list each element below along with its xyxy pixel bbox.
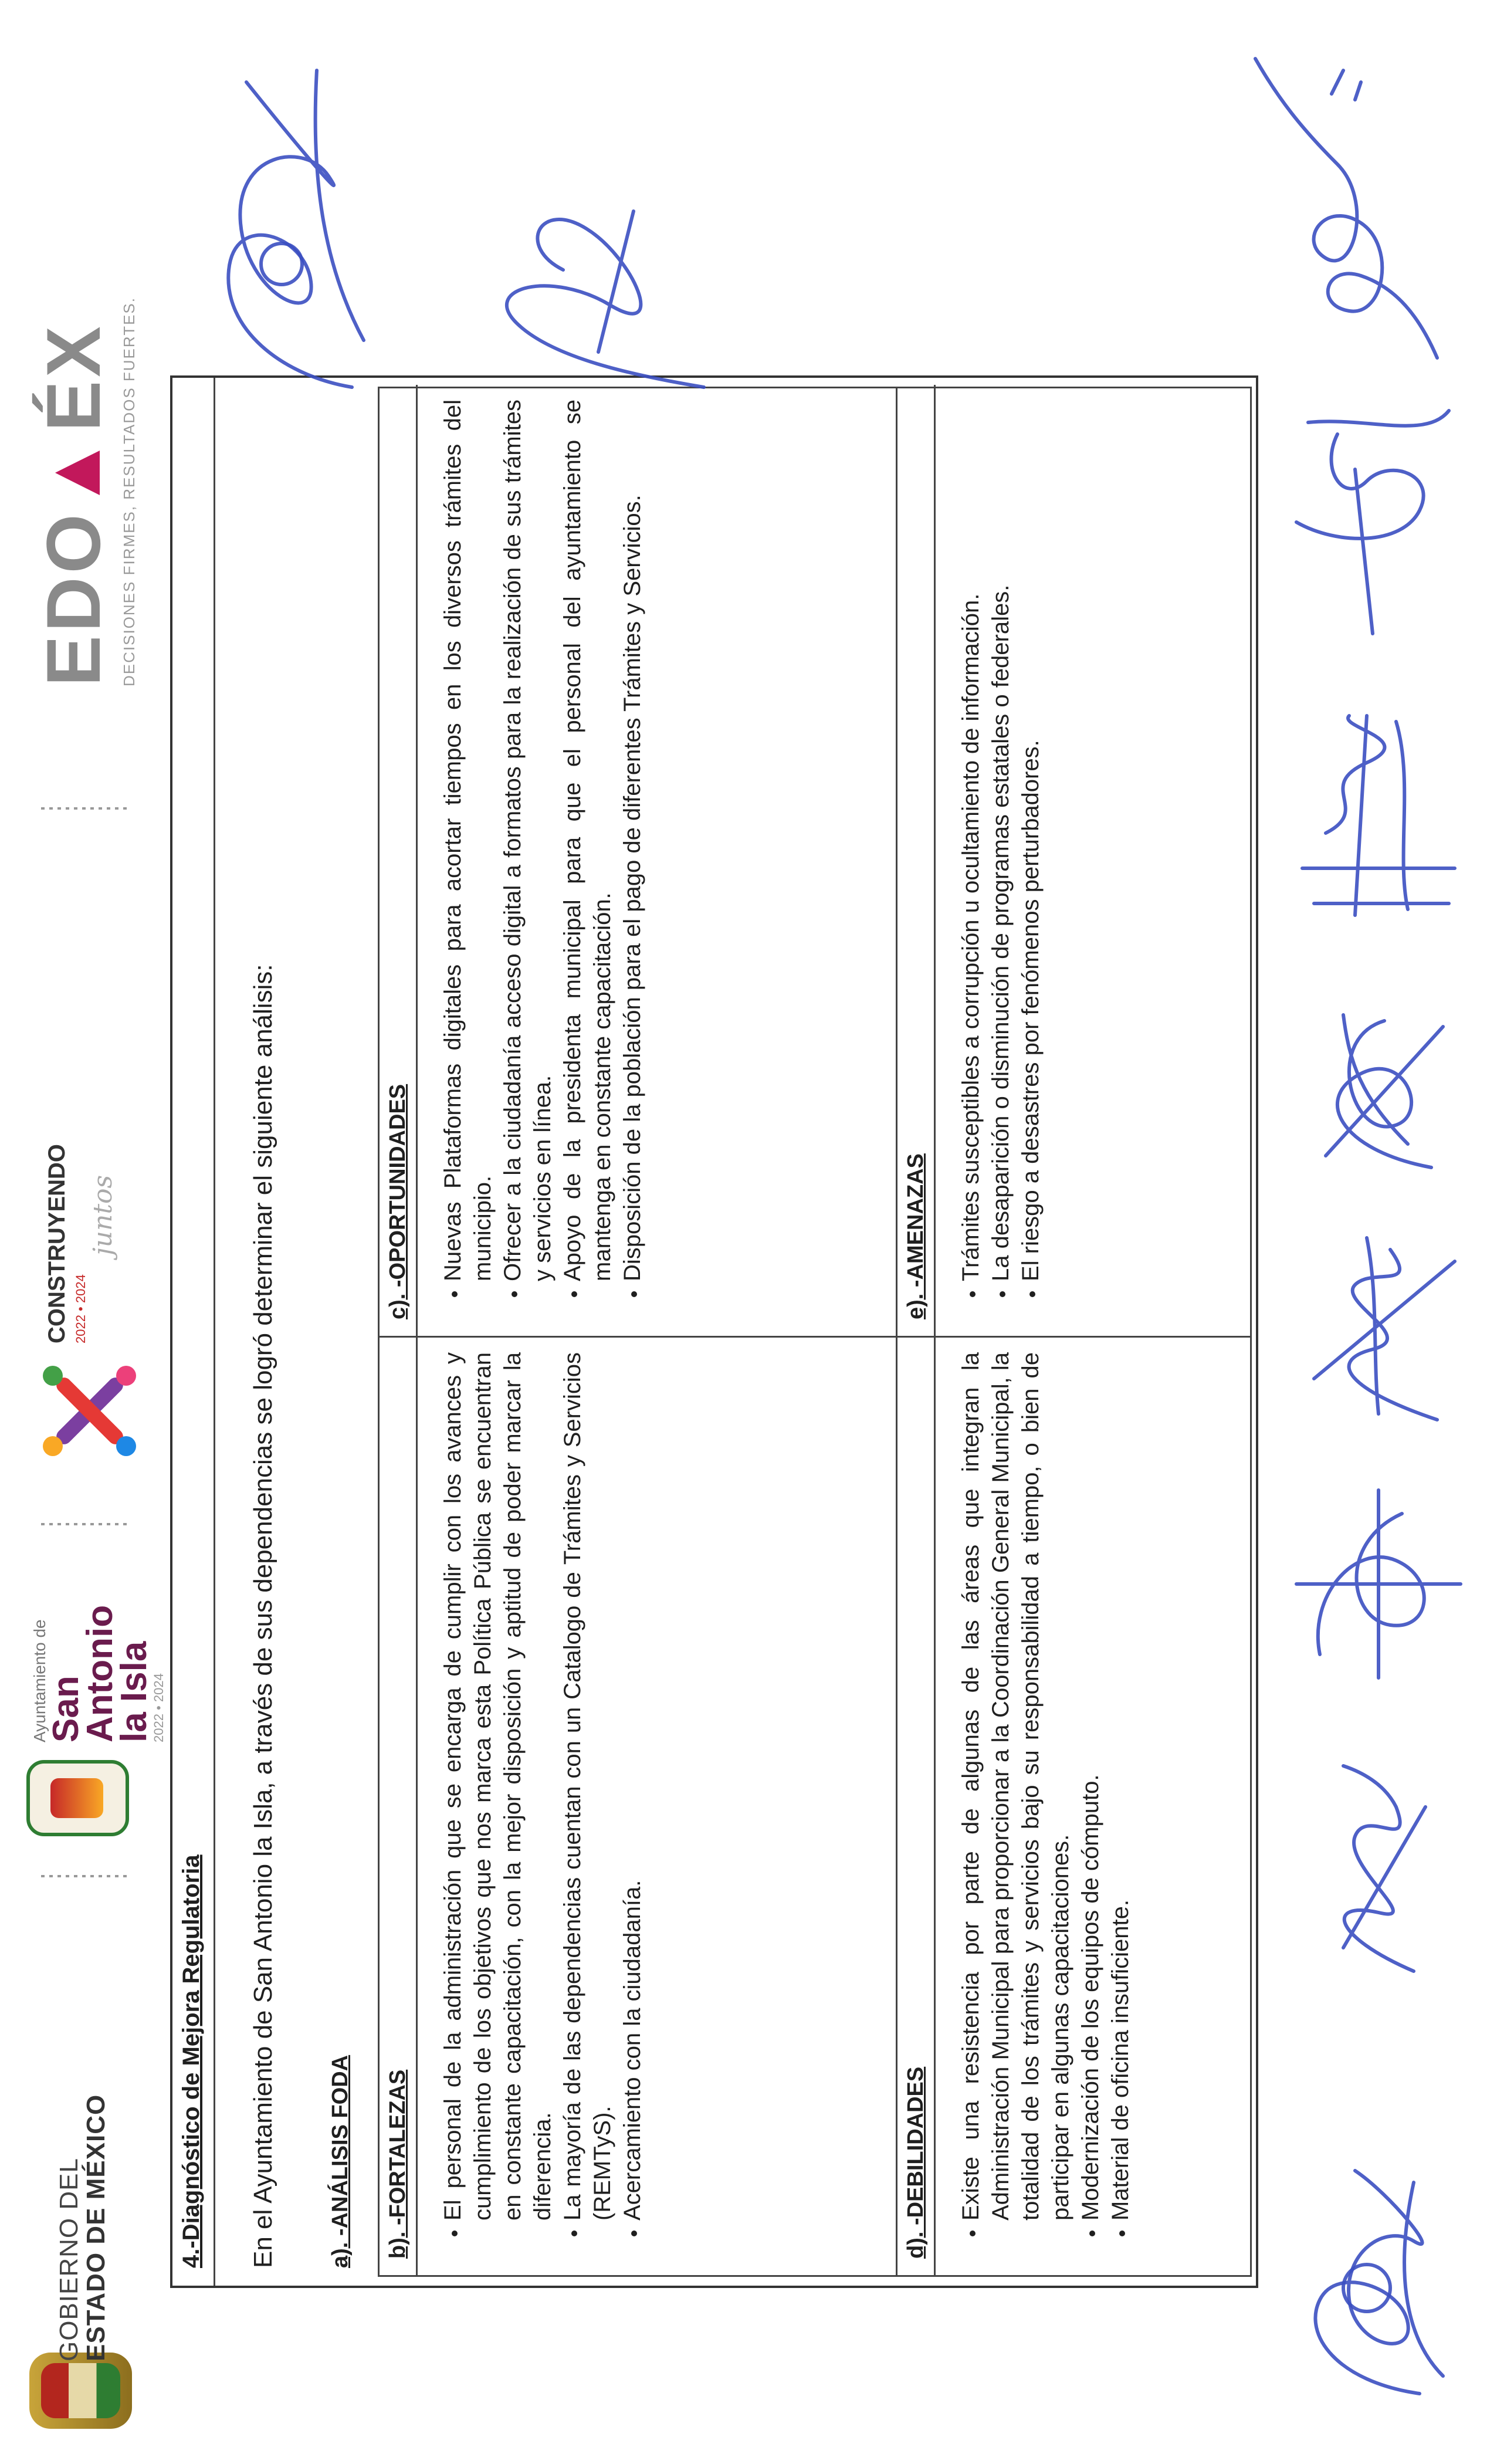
list-item: • Ofrecer a la ciudadanía acceso digital a formatos para la realización de sus trámites y servicios en línea. bbox=[498, 400, 558, 1281]
list-item: • El riesgo a desastres por fenómenos perturbadores. bbox=[1016, 400, 1046, 1281]
cell-oportunidades bbox=[380, 385, 896, 1336]
edomex-a-mark: ▲ bbox=[31, 431, 116, 511]
signature-5 bbox=[1291, 1003, 1466, 1191]
municipal-seal-icon bbox=[26, 1760, 129, 1836]
header-separator bbox=[41, 1875, 129, 1877]
list-item: • Disposición de la población para el pago de diferentes Trámites y Servicios. bbox=[618, 400, 648, 1281]
gobierno-logo-text bbox=[56, 2094, 110, 2361]
cell-debilidades bbox=[897, 1338, 1254, 2275]
list-item: • La desaparición o disminución de programas estatales o federales. bbox=[986, 400, 1016, 1281]
signature-1 bbox=[1267, 2135, 1461, 2417]
debilidades-heading: d). -DEBILIDADES bbox=[897, 1338, 936, 2275]
title-band bbox=[172, 378, 215, 2286]
amenazas-list bbox=[956, 400, 1046, 1321]
list-item: • Trámites susceptibles a corrupción u ocultamiento de información. bbox=[956, 400, 986, 1281]
list-item: • Nuevas Plataformas digitales para acortar tiempos en los diversos trámites del municipio. bbox=[438, 400, 498, 1281]
gobierno-line1: GOBIERNO DEL bbox=[55, 2158, 83, 2361]
signature-2 bbox=[1308, 1760, 1437, 1983]
edomex-tagline: DECISIONES FIRMES, RESULTADOS FUERTES. bbox=[120, 297, 138, 686]
construyendo-logo-icon bbox=[32, 1355, 144, 1467]
edomex-start: EDO bbox=[31, 510, 116, 686]
construyendo-text: CONSTRUYENDO bbox=[44, 1143, 70, 1343]
list-item: • La mayoría de las dependencias cuentan con un Catalogo de Trámites y Servicios (REMTyS). bbox=[558, 1352, 618, 2221]
signature-8 bbox=[1244, 47, 1466, 375]
intro-paragraph: En el Ayuntamiento de San Antonio la Isla, a través de sus dependencias se logró determinar el siguiente análisis: bbox=[249, 964, 277, 2268]
list-item: • Modernización de los equipos de cómputo. bbox=[1076, 1352, 1106, 2221]
ayuntamiento-small: Ayuntamiento de bbox=[31, 1619, 49, 1742]
list-item: • Material de oficina insuficiente. bbox=[1106, 1352, 1136, 2221]
cell-amenazas bbox=[897, 385, 1254, 1336]
fortalezas-heading: b). -FORTALEZAS bbox=[380, 1338, 418, 2275]
signature-9 bbox=[176, 47, 387, 411]
construyendo-script: juntos bbox=[88, 1175, 118, 1255]
oportunidades-list bbox=[438, 400, 648, 1321]
list-item: • Acercamiento con la ciudadanía. bbox=[618, 1352, 648, 2221]
section-heading: a). -ANÁLISIS FODA bbox=[328, 2055, 353, 2268]
ayuntamiento-name1: San Antonio bbox=[46, 1605, 120, 1742]
signature-7 bbox=[1273, 399, 1461, 645]
signature-10 bbox=[481, 176, 727, 422]
document-frame bbox=[170, 375, 1258, 2288]
signature-3 bbox=[1285, 1478, 1472, 1690]
header-separator bbox=[41, 1523, 129, 1525]
signature-6 bbox=[1279, 704, 1466, 927]
gobierno-line2: ESTADO DE MÉXICO bbox=[82, 2094, 110, 2361]
state-coat-of-arms-icon bbox=[29, 2353, 132, 2429]
foda-table bbox=[378, 387, 1252, 2277]
amenazas-heading: e). -AMENAZAS bbox=[897, 385, 936, 1336]
debilidades-list bbox=[956, 1352, 1136, 2260]
list-item: • Existe una resistencia por parte de algunas de las áreas que integran la Administración Municipal para proporcionar a la Coordinación General Municipal, la totalidad de los trámites y servicios bajo su responsabilidad a tiempo, o bien de participar en algunas capacitaciones. bbox=[956, 1352, 1076, 2221]
fortalezas-list bbox=[438, 1352, 648, 2260]
construyendo-years: 2022 • 2024 bbox=[73, 1274, 88, 1343]
edomex-logo bbox=[32, 323, 114, 686]
list-item: • El personal de la administración que se encarga de cumplir con los avances y cumplimiento de los objetivos que nos marca esta Política Pública se encuentran en constante capacitación, con la mejor disposición y aptitud de poder marcar la diferencia. bbox=[438, 1352, 558, 2221]
header-separator bbox=[41, 807, 129, 810]
document-title: 4.-Diagnóstico de Mejora Regulatoria bbox=[178, 1854, 204, 2268]
ayuntamiento-years: 2022 • 2024 bbox=[151, 1673, 166, 1742]
signature-4 bbox=[1291, 1226, 1466, 1437]
ayuntamiento-name2: la Isla bbox=[114, 1641, 154, 1742]
ayuntamiento-logo bbox=[31, 1602, 167, 1742]
edomex-end: ÉX bbox=[31, 323, 116, 432]
oportunidades-heading: c). -OPORTUNIDADES bbox=[380, 385, 418, 1336]
list-item: • Apoyo de la presidenta municipal para que el personal del ayuntamiento se mantenga en constante capacitación. bbox=[558, 400, 618, 1281]
cell-fortalezas bbox=[380, 1338, 896, 2275]
